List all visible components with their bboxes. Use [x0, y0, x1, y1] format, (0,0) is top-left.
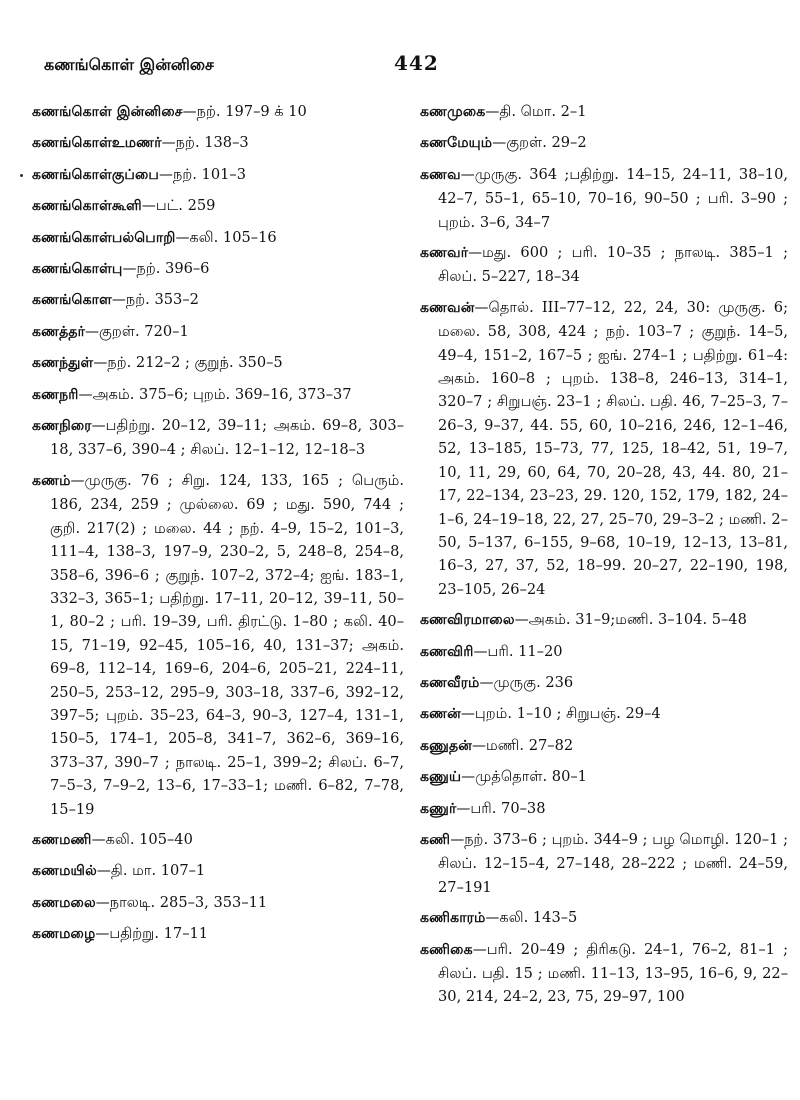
index-entry: [420, 828, 788, 899]
entry-refs: பரி. 70–38: [470, 799, 546, 817]
entry-term: கணமேயும்: [420, 135, 493, 152]
entry-refs: தி. மொ. 2–1: [499, 103, 587, 120]
index-entry: [32, 351, 404, 375]
index-entry: [32, 891, 404, 915]
entry-separator: —: [95, 926, 110, 943]
index-entry: [32, 828, 404, 852]
index-entry: [32, 194, 404, 218]
entry-separator: —: [471, 737, 486, 754]
entry-refs: நற். 353–2: [125, 291, 199, 309]
entry-refs: கலி. 143–5: [499, 909, 578, 927]
entry-term: கணங்கொள்குப்பை: [32, 166, 159, 183]
entry-term: கணநிரை: [32, 418, 92, 435]
entry-term: கணமழை: [32, 926, 96, 943]
entry-term: கணுய்: [420, 769, 462, 786]
entry-term: கணுர்: [420, 800, 457, 817]
entry-term: கணங்கொள்பல்பொறி: [32, 229, 176, 246]
entry-separator: —: [91, 418, 106, 435]
entry-term: கணவன்: [420, 299, 475, 316]
entry-separator: —: [141, 198, 156, 215]
entry-refs: அகம். 31–9;மணி. 3–104. 5–48: [528, 611, 747, 629]
entry-term: கணம்: [32, 472, 71, 489]
entry-term: கணிகாரம்: [420, 910, 486, 927]
entry-separator: —: [158, 166, 173, 183]
entry-separator: —: [474, 299, 489, 316]
index-entry: [32, 288, 404, 312]
entry-refs: முருகு. 364 ;பதிற்று. 14–15, 24–11, 38–10, 42–7, 55–1, 65–10, 70–16, 90–50 ; பரி. 3–90 ; புறம். 3–6, 34–7: [438, 165, 788, 231]
entry-separator: —: [95, 894, 110, 911]
entry-term: கணங்கொள் இன்னிசை: [32, 104, 183, 120]
entry-term: கணமணி: [32, 831, 92, 848]
index-entry: [32, 469, 404, 821]
entry-refs: குறள். 720–1: [99, 322, 189, 340]
entry-separator: —: [514, 612, 529, 629]
entry-refs: பரி. 20–49 ; திரிகடு. 24–1, 76–2, 81–1 ; சிலப். பதி. 15 ; மணி. 11–13, 13–95, 16–6, 9, 22–30, 214, 24–2, 23, 75, 29–97, 100: [438, 940, 788, 1006]
margin-dot: [20, 174, 23, 177]
entry-refs: தொல். III–77–12, 22, 24, 30: முருகு. 6; மலை. 58, 308, 424 ; நற். 103–7 ; குறுந். 14–5, 49–4, 151–2, 167–5 ; ஐங். 274–1 ; பதிற்று. 61–4: அகம். 160–8 ; புறம். 138–8, 246–13, 314–1, 320–7 ; சிறுபஞ். 23–1 ; சிலப். பதி. 46, 7–25–3, 7–26–3, 9–37, 44. 55, 60, 10–216, 246, 12–1–46, 52, 13–185, 15–73, 77, 125, 18–42, 51, 19–7, 10, 11, 29, 60, 64, 70, 20–28, 43, 44. 80, 21–17, 22–134, 23–23, 29. 120, 152, 179, 182, 24–1–6, 24–19–18, 22, 27, 25–70, 29–3–2 ; மணி. 2–50, 5–137, 6–155, 9–68, 10–19, 12–13, 13–81, 16–3, 27, 37, 52, 18–99. 20–27, 22–190, 198, 23–105, 26–24: [438, 298, 788, 598]
entry-term: கணங்கொள: [32, 292, 112, 309]
entry-refs: நற். 212–2 ; குறுந். 350–5: [107, 354, 283, 372]
entry-separator: —: [460, 166, 475, 183]
entry-term: கணவிரி: [420, 643, 474, 660]
entry-separator: —: [450, 831, 465, 848]
index-entry: [32, 131, 404, 155]
entry-refs: பட். 259: [155, 197, 216, 215]
index-entry: [32, 414, 404, 462]
index-entry: [420, 241, 788, 289]
entry-refs: மது. 600 ; பரி. 10–35 ; நாலடி. 385–1 ; சிலப். 5–227, 18–34: [438, 244, 788, 286]
entry-refs: புறம். 1–10 ; சிறுபஞ். 29–4: [474, 705, 661, 723]
entry-refs: நற். 373–6 ; புறம். 344–9 ; பழ மொழி. 120–1 ; சிலப். 12–15–4, 27–148, 28–222 ; மணி. 24–59, 27–191: [438, 830, 788, 896]
index-entry: [420, 100, 788, 124]
entry-separator: —: [485, 104, 500, 120]
index-entry: [420, 131, 788, 155]
entry-separator: —: [91, 831, 106, 848]
entry-term: கணமலை: [32, 894, 96, 911]
entry-separator: —: [70, 472, 85, 489]
entry-separator: —: [85, 323, 100, 340]
page-header: [44, 51, 760, 85]
entry-term: கணவிரமாலை: [420, 612, 515, 629]
index-entry: [420, 702, 788, 726]
entry-term: கணந்துள்: [32, 355, 94, 372]
entry-refs: முத்தொள். 80–1: [475, 768, 587, 786]
entry-term: கணிகை: [420, 941, 473, 958]
index-entry: [420, 608, 788, 632]
entry-refs: அகம். 375–6; புறம். 369–16, 373–37: [92, 385, 352, 403]
entry-separator: —: [460, 706, 475, 723]
entry-term: கணி: [420, 831, 451, 848]
entry-separator: —: [182, 104, 197, 120]
entry-refs: முருகு. 76 ; சிறு. 124, 133, 165 ; பெரும். 186, 234, 259 ; முல்லை. 69 ; மது. 590, 744 ; குறி. 217(2) ; மலை. 44 ; நற். 4–9, 15–2, 101–3, 111–4, 138–3, 197–9, 230–2, 5, 248–8, 254–8, 358–6, 396–6 ; குறுந். 107–2, 372–4; ஐங். 183–1, 332–3, 365–1; பதிற்று. 17–11, 20–12, 39–11, 50–1, 80–2 ; பரி. 19–39, பரி. திரட்டு. 1–80 ; கலி. 40–15, 71–19, 92–45, 105–16, 40, 131–37; அகம். 69–8, 112–14, 169–6, 204–6, 205–21, 224–11, 250–5, 253–12, 295–9, 303–18, 337–6, 392–12, 397–5; புறம். 35–23, 64–3, 90–3, 127–4, 131–1, 150–5, 174–1, 205–8, 341–7, 362–6, 369–16, 373–37, 390–7 ; நாலடி. 25–1, 399–2; சிலப். 6–7, 7–5–3, 7–9–2, 13–6, 17–33–1; மணி. 6–82, 7–78, 15–19: [50, 471, 404, 818]
entry-term: கணங்கொள்பு: [32, 261, 123, 278]
entry-refs: நற். 197–9 க் 10: [196, 103, 307, 120]
entry-term: கணமயில்: [32, 863, 97, 880]
index-entry: [32, 100, 404, 124]
index-entry: [32, 320, 404, 344]
index-entry: [32, 383, 404, 407]
entry-separator: —: [468, 245, 483, 262]
entry-refs: கலி. 105–40: [105, 830, 193, 848]
entry-refs: முருகு. 236: [493, 673, 574, 691]
entry-term: கணவீரம்: [420, 674, 480, 691]
index-entry: [420, 296, 788, 601]
index-entry: [32, 257, 404, 281]
entry-separator: —: [93, 355, 108, 372]
entry-term: கணன்: [420, 706, 461, 723]
entry-refs: தி. மா. 107–1: [110, 862, 206, 880]
index-entry: [32, 922, 404, 946]
entry-refs: மணி. 27–82: [485, 736, 574, 754]
entry-refs: பரி. 11–20: [487, 642, 563, 660]
index-entry: [420, 734, 788, 758]
index-entry: [32, 163, 404, 187]
index-entry: [420, 765, 788, 789]
entry-term: கணநரி: [32, 386, 79, 403]
entry-separator: —: [492, 135, 507, 152]
entry-refs: நற். 396–6: [136, 260, 210, 278]
entry-term: கணங்கொள்கூளி: [32, 198, 142, 215]
entry-refs: நற். 138–3: [175, 134, 249, 152]
entry-refs: நற். 101–3: [172, 165, 246, 183]
entry-separator: —: [473, 643, 488, 660]
entry-separator: —: [485, 910, 500, 927]
index-entry: [420, 163, 788, 234]
entry-refs: பதிற்று. 20–12, 39–11; அகம். 69–8, 303–18, 337–6, 390–4 ; சிலப். 12–1–12, 12–18–3: [50, 417, 404, 459]
entry-separator: —: [161, 135, 176, 152]
entry-separator: —: [111, 292, 126, 309]
index-entry: [420, 671, 788, 695]
entry-separator: —: [472, 941, 487, 958]
index-entry: [420, 797, 788, 821]
entry-refs: நாலடி. 285–3, 353–11: [109, 893, 268, 911]
left-column: [32, 100, 404, 954]
entry-separator: —: [122, 261, 137, 278]
entry-term: கணமுகை: [420, 104, 486, 120]
entry-separator: —: [479, 674, 494, 691]
index-entry: [420, 640, 788, 664]
index-entry: [32, 226, 404, 250]
entry-term: கணுதன்: [420, 737, 472, 754]
entry-separator: —: [175, 229, 190, 246]
entry-separator: —: [78, 386, 93, 403]
index-entry: [420, 906, 788, 930]
entry-term: கணத்தர்: [32, 323, 86, 340]
page-number: 442: [394, 51, 439, 75]
right-column: [420, 100, 788, 1016]
entry-term: கணங்கொள்உமணர்: [32, 135, 162, 152]
entry-separator: —: [456, 800, 471, 817]
running-head: கணங்கொள் இன்னிசை: [44, 55, 214, 74]
entry-refs: பதிற்று. 17–11: [109, 925, 209, 943]
index-entry: [32, 859, 404, 883]
entry-refs: கலி. 105–16: [189, 228, 277, 246]
entry-refs: குறள். 29–2: [506, 134, 587, 152]
entry-separator: —: [461, 769, 476, 786]
entry-separator: —: [96, 863, 111, 880]
entry-term: கணவ: [420, 166, 461, 183]
index-entry: [420, 938, 788, 1009]
entry-term: கணவர்: [420, 245, 469, 262]
